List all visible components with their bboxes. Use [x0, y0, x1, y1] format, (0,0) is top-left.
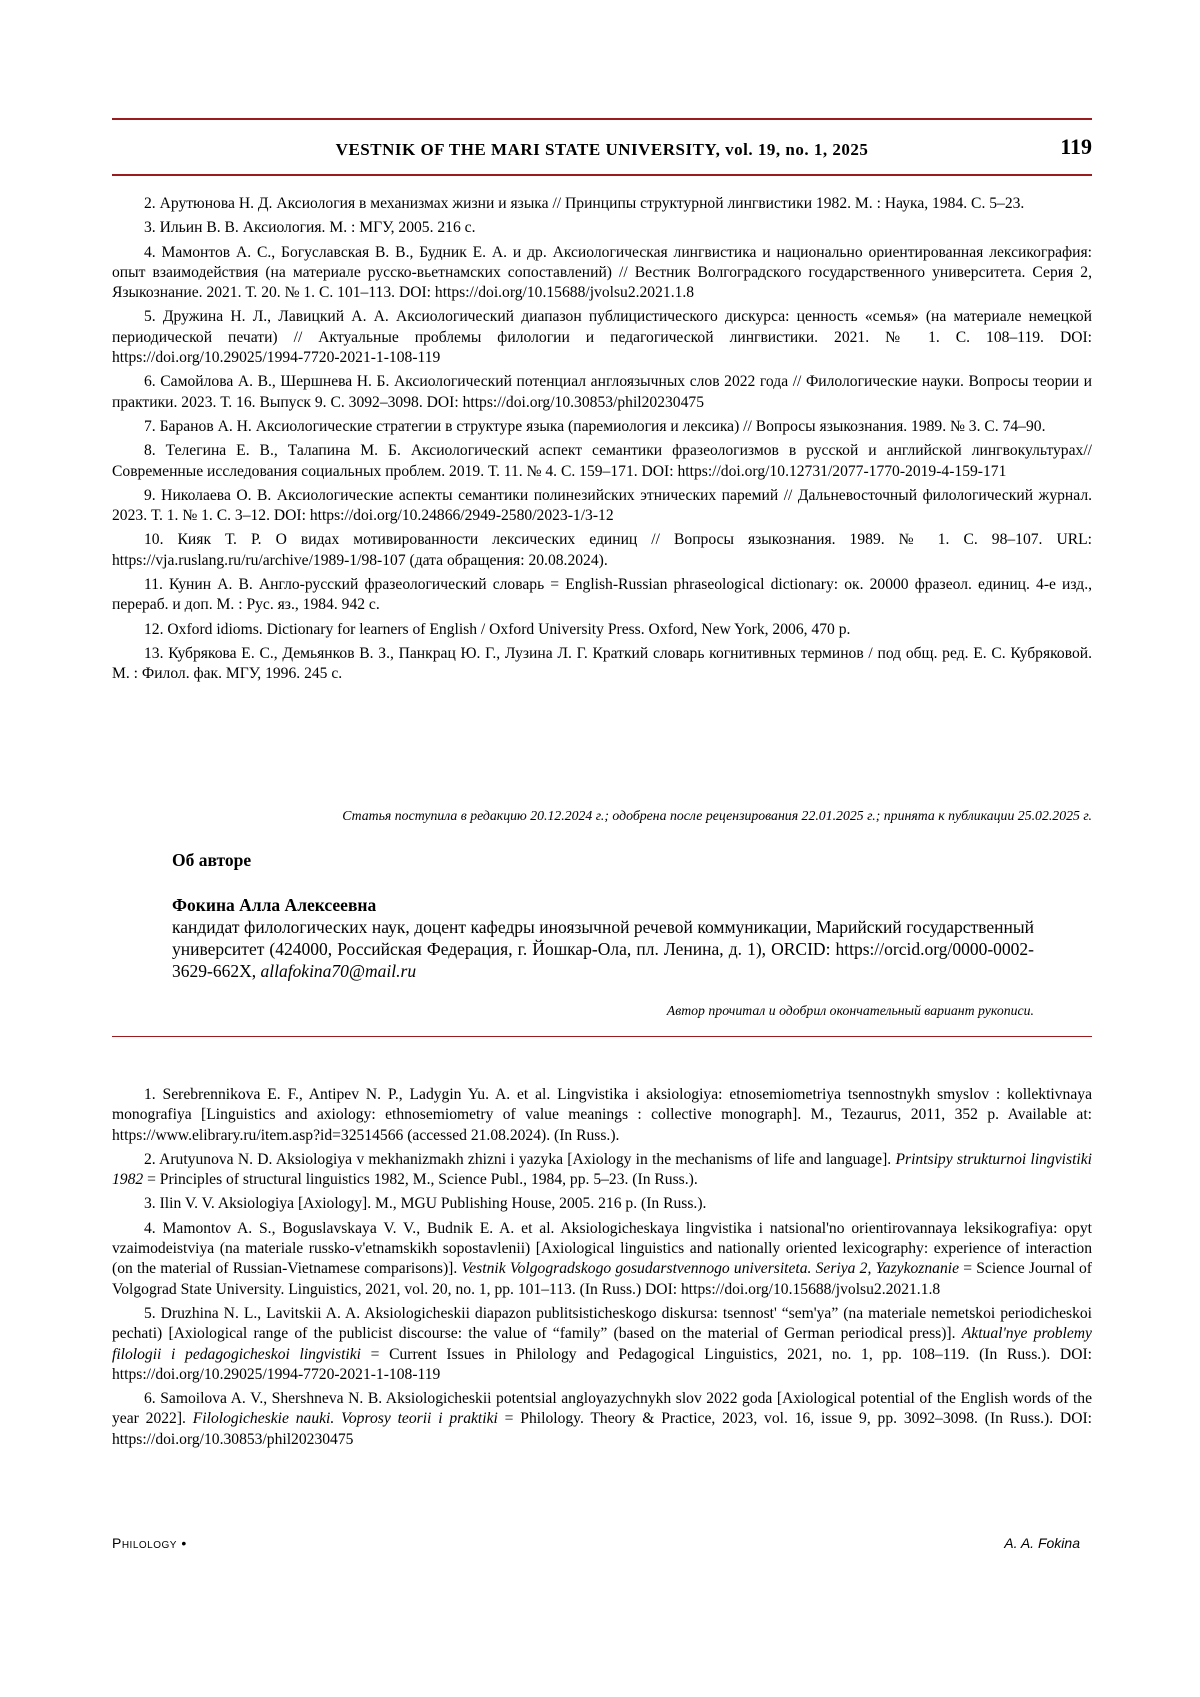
- reference-text: 4. Mamontov A. S., Boguslavskaya V. V., Budnik E. A. et al. Aksiologicheskaya lingvistika i natsional'no orientirovannaya leksikografiya: opyt vzaimodeistviya (na materiale russko-v'etnamskikh sopostavlenii) [Axiological linguistics and nationally oriented lexicography: experience of interaction (on the material of Russian-Vietnamese comparisons)].: [112, 1219, 1092, 1278]
- reference-item: 11. Кунин А. В. Англо-русский фразеологический словарь = English-Russian phraseological dictionary: ок. 20000 фразеол. единиц. 4-е изд., перераб. и доп. М. : Рус. яз., 1984. 942 с.: [112, 576, 1092, 614]
- reference-item: [112, 1194, 1092, 1214]
- reference-text: 3. Ilin V. V. Aksiologiya [Axiology]. M., MGU Publishing House, 2005. 216 p. (In Russ.).: [144, 1195, 707, 1213]
- section-divider: [112, 1036, 1092, 1037]
- reference-text-rest: = Current Issues in Philology and Pedagogical Linguistics, 2021, no. 1, pp. 108–119. (In Russ.). DOI: https://doi.org/10.29025/1994-7720-2021-1-108-119: [112, 1345, 1092, 1383]
- reference-text: 5. Druzhina N. L., Lavitskii A. A. Aksiologicheskii diapazon publitsisticheskogo diskursa: tsennost' “sem'ya” (na materiale nemetskoi periodicheskoi pechati) [Axiological range of the publicist discourse: the value of “family” (based on the material of German periodical press)].: [112, 1304, 1092, 1343]
- reference-item: 10. Кияк Т. Р. О видах мотивированности лексических единиц // Вопросы языкознания. 1989. № 1. С. 98–107. URL: https://vja.ruslang.ru/ru/archive/1989-1/98-107 (дата обращения: 20.08.2024).: [112, 531, 1092, 569]
- reference-text-rest: = Philology. Theory & Practice, 2023, vol. 16, issue 9, pp. 3092–3098. (In Russ.). DOI: https://doi.org/10.30853/phil20230475: [112, 1410, 1092, 1448]
- reference-text-rest: = Principles of structural linguistics 1982, M., Science Publ., 1984, pp. 5–23. (In Russ.).: [143, 1171, 698, 1189]
- reference-source-title: Filologicheskie nauki. Voprosy teorii i praktiki: [192, 1410, 498, 1428]
- author-bio: [172, 916, 1034, 982]
- received-note: Статья поступила в редакцию 20.12.2024 г.; одобрена после рецензирования 22.01.2025 г.; принята к публикации 25.02.2025 г.: [342, 808, 1092, 823]
- references-english: [112, 1085, 1092, 1454]
- reference-item: 8. Телегина Е. В., Талапина М. Б. Аксиологический аспект семантики фразеологизмов в русской и английской лингвокультурах// Современные исследования социальных проблем. 2019. Т. 11. № 4. С. 159–171. DOI: https://doi.org/10.12731/2077-1770-2019-4-159-171: [112, 442, 1092, 480]
- author-heading: Об авторе: [172, 850, 252, 870]
- reference-item: 13. Кубрякова Е. С., Демьянков В. З., Панкрац Ю. Г., Лузина Л. Г. Краткий словарь когнитивных терминов / под общ. ред. Е. С. Кубряковой. М. : Филол. фак. МГУ, 1996. 245 с.: [112, 644, 1092, 683]
- reference-source-title: Aktual'nye problemy filologii i pedagogicheskoi lingvistiki: [112, 1325, 1092, 1363]
- reference-item: 4. Мамонтов А. С., Богуславская В. В., Будник Е. А. и др. Аксиологическая лингвистика и национально ориентированная лексикография: опыт взаимодействия (на материале русско-вьетнамских сопоставлений) // Вестник Волгоградского государственного университета. Серия 2, Языкознание. 2021. Т. 20. № 1. С. 101–113. DOI: https://doi.org/10.15688/jvolsu2.2021.1.8: [112, 243, 1092, 302]
- journal-title: VESTNIK OF THE MARI STATE UNIVERSITY, vol. 19, no. 1, 2025: [335, 140, 869, 159]
- running-header: [112, 134, 1092, 164]
- author-name: Фокина Алла Алексеевна: [172, 895, 377, 915]
- reference-item: [112, 1304, 1092, 1385]
- footer-section-label: Philology: [112, 1535, 177, 1551]
- header-top-rule: [112, 118, 1092, 120]
- references-russian: [112, 194, 1092, 689]
- reference-item: 5. Дружина Н. Л., Лавицкий А. А. Аксиологический диапазон публицистического дискурса: ценность «семья» (на материале немецкой периодической печати) // Актуальные проблемы филологии и педагогической лингвистики. 2021. № 1. С. 108–119. DOI: https://doi.org/10.29025/1994-7720-2021-1-108-119: [112, 308, 1092, 367]
- reference-source-title: Vestnik Volgogradskogo gosudarstvennogo universiteta. Seriya 2, Yazykoznanie: [461, 1260, 960, 1278]
- author-bio-text: кандидат филологических наук, доцент кафедры иноязычной речевой коммуникации, Марийский государственный университет (424000, Российская Федерация, г. Йошкар-Ола, пл. Ленина, д. 1), ORCID: https://orcid.org/0000-0002-3629-662X,: [172, 917, 1034, 981]
- footer-bullet: •: [181, 1535, 187, 1551]
- page-number: 119: [1060, 134, 1092, 159]
- approved-note: Автор прочитал и одобрил окончательный вариант рукописи.: [666, 1003, 1034, 1018]
- author-block: [172, 850, 1034, 982]
- reference-item: [112, 1389, 1092, 1450]
- footer-author: A. A. Fokina: [1004, 1535, 1080, 1551]
- reference-item: 6. Самойлова А. В., Шершнева Н. Б. Аксиологический потенциал англоязычных слов 2022 года // Филологические науки. Вопросы теории и практики. 2023. Т. 16. Выпуск 9. С. 3092–3098. DOI: https://doi.org/10.30853/phil20230475: [112, 373, 1092, 411]
- reference-item: 12. Oxford idioms. Dictionary for learners of English / Oxford University Press. Oxford, New York, 2006, 470 p.: [144, 620, 851, 638]
- reference-text-rest: = Science Journal of Volgograd State University. Linguistics, 2021, vol. 20, no. 1, pp. 101–113. (In Russ.) DOI: https://doi.org/10.15688/jvolsu2.2021.1.8: [112, 1260, 1092, 1298]
- reference-item: 7. Баранов А. Н. Аксиологические стратегии в структуре языка (паремиология и лексика) // Вопросы языкознания. 1989. № 3. С. 74–90.: [144, 417, 1046, 435]
- reference-item: 9. Николаева О. В. Аксиологические аспекты семантики полинезийских этнических паремий // Дальневосточный филологический журнал. 2023. Т. 1. № 1. С. 3–12. DOI: https://doi.org/10.24866/2949-2580/2023-1/3-12: [112, 486, 1092, 525]
- reference-source-title: Printsipy strukturnoi lingvistiki 1982: [112, 1150, 1092, 1189]
- reference-text: 2. Arutyunova N. D. Aksiologiya v mekhanizmakh zhizni i yazyka [Axiology in the mechanisms of life and language].: [144, 1150, 896, 1168]
- reference-text: 6. Samoilova A. V., Shershneva N. B. Aksiologicheskii potentsial angloyazychnykh slov 2022 goda [Axiological potential of the English words of the year 2022].: [112, 1390, 1092, 1428]
- reference-item: 3. Ильин В. В. Аксиология. М. : МГУ, 2005. 216 с.: [144, 219, 476, 237]
- header-bottom-rule: [112, 174, 1092, 176]
- reference-item: [112, 1219, 1092, 1300]
- reference-item: [112, 1150, 1092, 1191]
- reference-item: 2. Арутюнова Н. Д. Аксиология в механизмах жизни и языка // Принципы структурной лингвистики 1982. М. : Наука, 1984. С. 5–23.: [144, 195, 1025, 212]
- author-email[interactable]: allafokina70@mail.ru: [260, 961, 417, 981]
- reference-item: [112, 1085, 1092, 1146]
- footer-section: [112, 1535, 187, 1551]
- reference-text: 1. Serebrennikova E. F., Antipev N. P., Ladygin Yu. A. et al. Lingvistika i aksiologiya: etnosemiometriya tsennostnykh smyslov : kollektivnaya monografiya [Linguistics and axiology: ethnosemiometry of value meanings : collective monograph]. M., Tezaurus, 2011, 352 p. Available at: https://www.elibrary.ru/item.asp?id=32514566 (accessed 21.08.2024). (In Russ.).: [112, 1086, 1092, 1144]
